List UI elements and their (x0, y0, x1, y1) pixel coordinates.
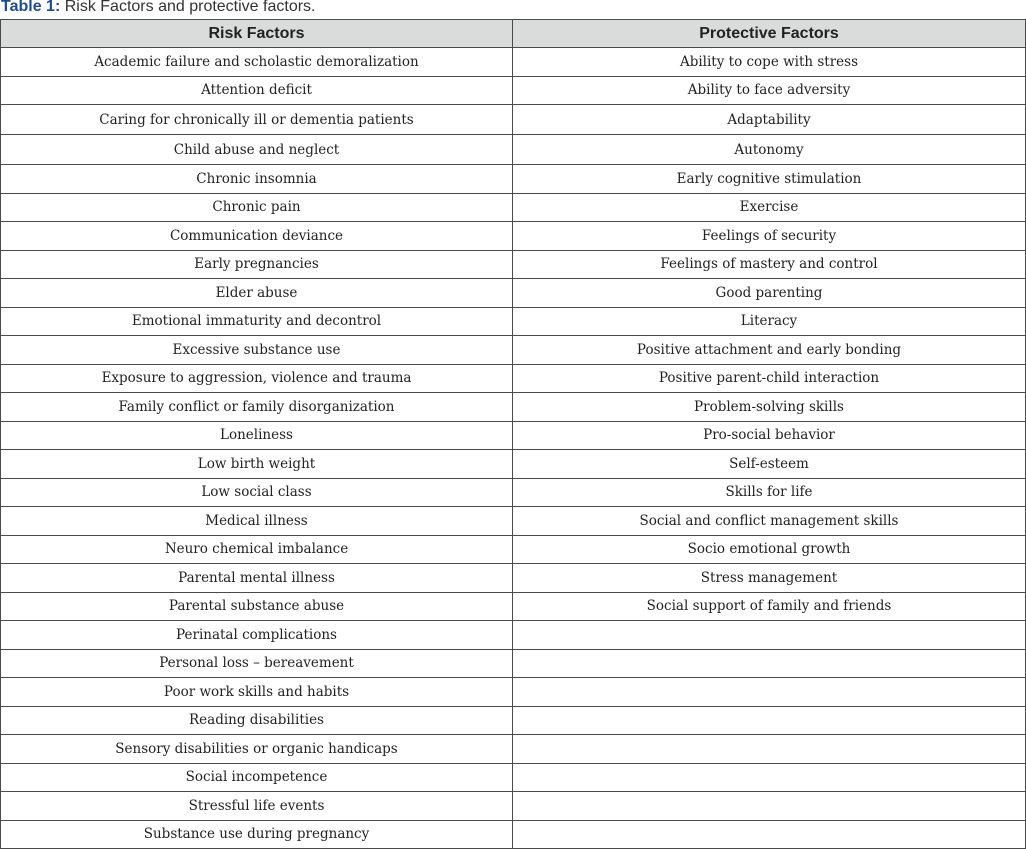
table-row (1, 307, 1026, 336)
risk-protective-table-container (0, 19, 1025, 849)
risk-factor-cell: Poor work skills and habits (1, 678, 513, 707)
protective-factor-cell (513, 678, 1026, 707)
protective-factor-cell: Feelings of security (513, 222, 1026, 251)
table-row (1, 364, 1026, 393)
table-row (1, 592, 1026, 621)
protective-factor-cell (513, 621, 1026, 650)
table-row (1, 820, 1026, 849)
table-row (1, 250, 1026, 279)
protective-factor-cell: Stress management (513, 564, 1026, 593)
protective-factor-cell (513, 763, 1026, 792)
protective-factor-cell: Early cognitive stimulation (513, 165, 1026, 194)
table-row (1, 165, 1026, 194)
protective-factor-cell: Problem-solving skills (513, 393, 1026, 422)
protective-factor-cell: Exercise (513, 193, 1026, 222)
table-row (1, 478, 1026, 507)
protective-factor-cell (513, 706, 1026, 735)
table-row (1, 76, 1026, 105)
risk-factor-cell: Parental mental illness (1, 564, 513, 593)
caption-label: Table 1: (1, 0, 61, 15)
risk-factor-cell: Emotional immaturity and decontrol (1, 307, 513, 336)
risk-factor-cell: Communication deviance (1, 222, 513, 251)
risk-factor-cell: Perinatal complications (1, 621, 513, 650)
table-row (1, 792, 1026, 821)
table-row (1, 336, 1026, 365)
table-row (1, 105, 1026, 135)
protective-factor-cell: Social and conflict management skills (513, 507, 1026, 536)
protective-factor-cell: Literacy (513, 307, 1026, 336)
protective-factor-cell (513, 820, 1026, 849)
table-row (1, 279, 1026, 308)
risk-factor-cell: Sensory disabilities or organic handicaps (1, 735, 513, 764)
table-row (1, 135, 1026, 165)
table-caption (1, 0, 315, 17)
protective-factor-cell: Pro-social behavior (513, 421, 1026, 450)
risk-factor-cell: Low birth weight (1, 450, 513, 479)
table-row (1, 621, 1026, 650)
protective-factor-cell: Ability to face adversity (513, 76, 1026, 105)
risk-factor-cell: Attention deficit (1, 76, 513, 105)
protective-factor-cell: Self-esteem (513, 450, 1026, 479)
header-row (1, 20, 1026, 48)
protective-factor-cell: Socio emotional growth (513, 535, 1026, 564)
protective-factor-cell: Skills for life (513, 478, 1026, 507)
protective-factor-cell: Feelings of mastery and control (513, 250, 1026, 279)
risk-factor-cell: Stressful life events (1, 792, 513, 821)
risk-factor-cell: Substance use during pregnancy (1, 820, 513, 849)
header-risk-factors: Risk Factors (1, 20, 513, 48)
protective-factor-cell: Adaptability (513, 105, 1026, 135)
protective-factor-cell: Good parenting (513, 279, 1026, 308)
table-row (1, 763, 1026, 792)
risk-factor-cell: Low social class (1, 478, 513, 507)
risk-factor-cell: Exposure to aggression, violence and trauma (1, 364, 513, 393)
table-body (1, 48, 1026, 849)
table-row (1, 535, 1026, 564)
table-row (1, 507, 1026, 536)
protective-factor-cell (513, 649, 1026, 678)
table-row (1, 678, 1026, 707)
table-row (1, 649, 1026, 678)
protective-factor-cell: Ability to cope with stress (513, 48, 1026, 77)
risk-factor-cell: Excessive substance use (1, 336, 513, 365)
table-row (1, 735, 1026, 764)
table-row (1, 706, 1026, 735)
risk-factor-cell: Academic failure and scholastic demoralization (1, 48, 513, 77)
risk-factor-cell: Caring for chronically ill or dementia patients (1, 105, 513, 135)
protective-factor-cell (513, 792, 1026, 821)
risk-factor-cell: Elder abuse (1, 279, 513, 308)
risk-factor-cell: Chronic insomnia (1, 165, 513, 194)
table-row (1, 48, 1026, 77)
risk-protective-table (0, 19, 1026, 849)
risk-factor-cell: Social incompetence (1, 763, 513, 792)
risk-factor-cell: Parental substance abuse (1, 592, 513, 621)
protective-factor-cell: Positive attachment and early bonding (513, 336, 1026, 365)
table-row (1, 450, 1026, 479)
risk-factor-cell: Personal loss – bereavement (1, 649, 513, 678)
table-row (1, 564, 1026, 593)
risk-factor-cell: Chronic pain (1, 193, 513, 222)
risk-factor-cell: Early pregnancies (1, 250, 513, 279)
risk-factor-cell: Loneliness (1, 421, 513, 450)
table-row (1, 393, 1026, 422)
table-row (1, 193, 1026, 222)
protective-factor-cell: Autonomy (513, 135, 1026, 165)
protective-factor-cell: Social support of family and friends (513, 592, 1026, 621)
caption-text: Risk Factors and protective factors. (60, 0, 316, 15)
table-row (1, 421, 1026, 450)
table-row (1, 222, 1026, 251)
risk-factor-cell: Reading disabilities (1, 706, 513, 735)
risk-factor-cell: Family conflict or family disorganization (1, 393, 513, 422)
risk-factor-cell: Child abuse and neglect (1, 135, 513, 165)
risk-factor-cell: Medical illness (1, 507, 513, 536)
risk-factor-cell: Neuro chemical imbalance (1, 535, 513, 564)
protective-factor-cell (513, 735, 1026, 764)
protective-factor-cell: Positive parent-child interaction (513, 364, 1026, 393)
header-protective-factors: Protective Factors (513, 20, 1026, 48)
